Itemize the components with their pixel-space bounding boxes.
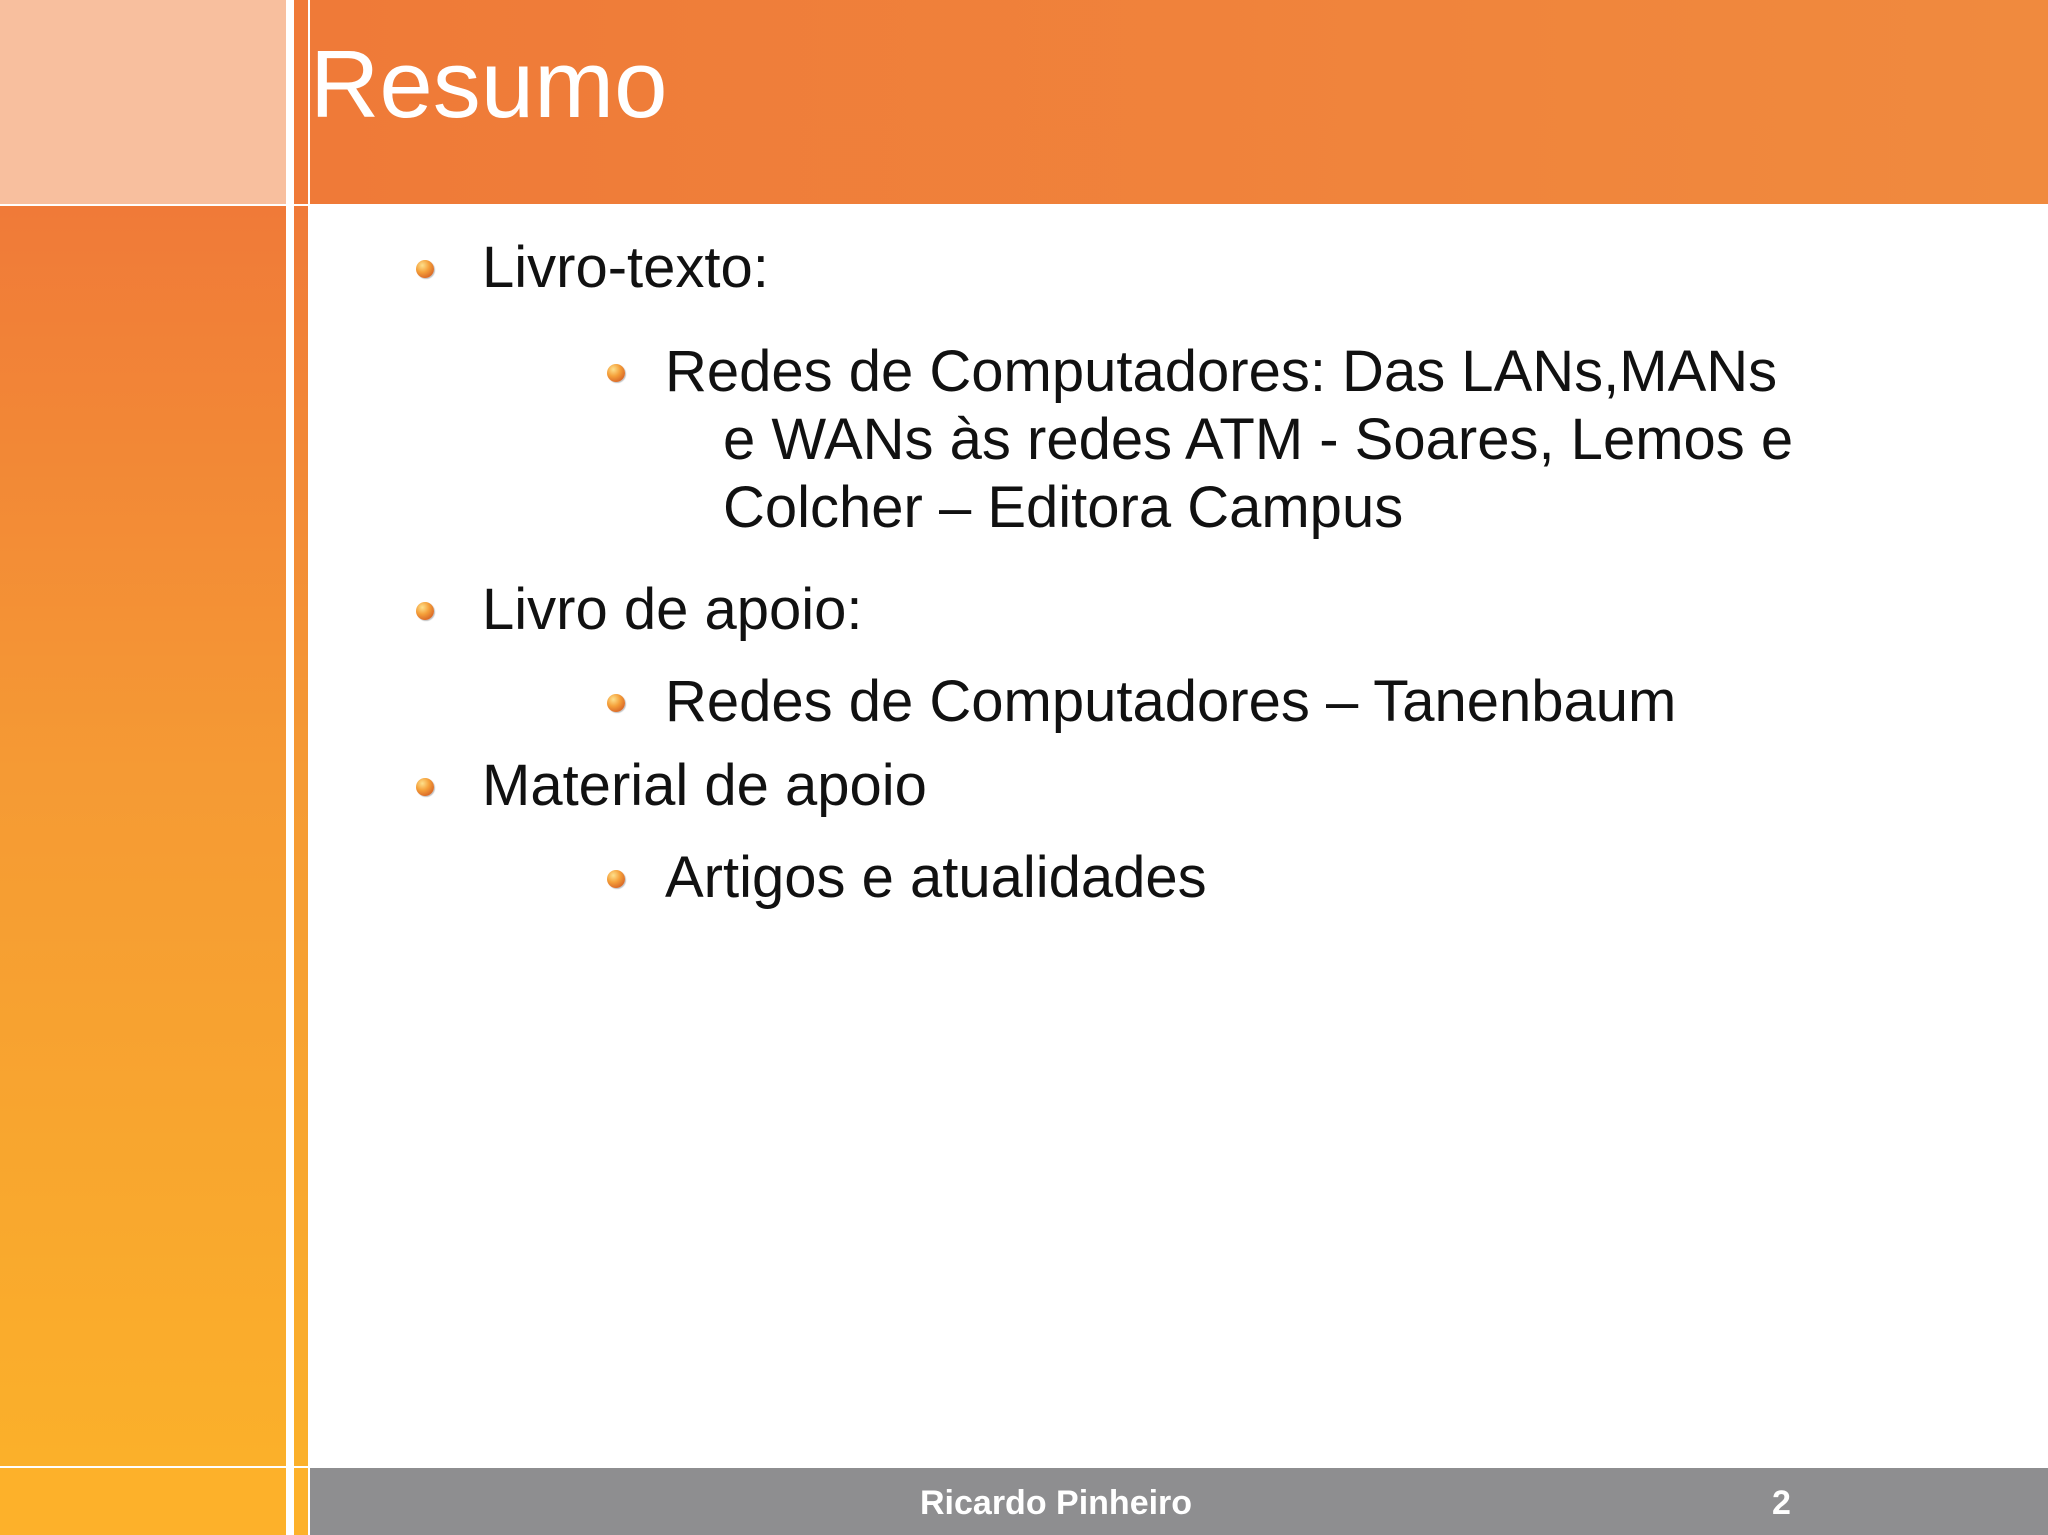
footer-author: Ricardo Pinheiro	[920, 1484, 1193, 1522]
sub-bullet-line: Colcher – Editora Campus	[723, 475, 1404, 540]
slide-title: Resumo	[310, 31, 668, 138]
bullet-label: Livro-texto:	[482, 235, 769, 300]
bullet-label: Material de apoio	[482, 753, 927, 818]
left-band-footer	[0, 1468, 286, 1535]
bullet-material-de-apoio	[482, 752, 927, 820]
bullet-icon	[607, 870, 625, 888]
bullet-label: Livro de apoio:	[482, 577, 863, 642]
thin-bar-footer	[294, 1468, 308, 1535]
bullet-icon	[416, 602, 434, 620]
bullet-livro-de-apoio	[482, 576, 862, 644]
sub-bullet-line: e WANs às redes ATM - Soares, Lemos e	[723, 407, 1794, 472]
bullet-icon	[416, 778, 434, 796]
bullet-icon	[607, 364, 625, 382]
sub-bullet-soares	[665, 338, 1793, 542]
sub-bullet-tanenbaum	[665, 668, 1676, 736]
sub-bullet-line: Redes de Computadores – Tanenbaum	[665, 669, 1677, 734]
bullet-icon	[416, 260, 434, 278]
bullet-icon	[607, 694, 625, 712]
sub-bullet-line: Redes de Computadores: Das LANs,MANs	[665, 339, 1778, 404]
bullet-livro-texto	[482, 234, 769, 302]
page-number: 2	[1772, 1484, 1791, 1522]
sub-bullet-artigos	[665, 844, 1207, 912]
sub-bullet-line: Artigos e atualidades	[665, 845, 1207, 910]
